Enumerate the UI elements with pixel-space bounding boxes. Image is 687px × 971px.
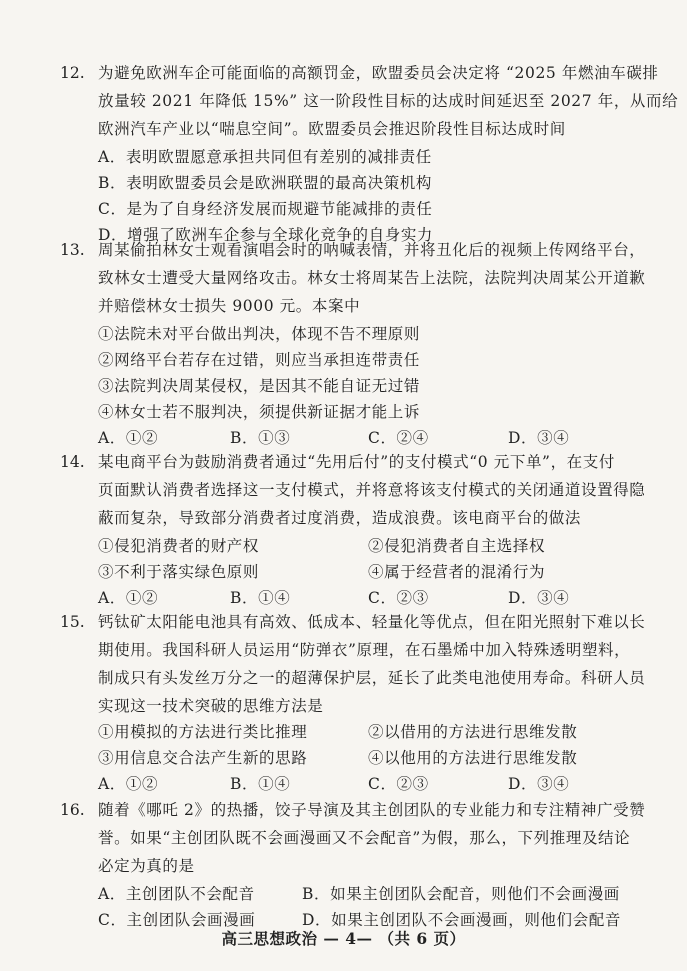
option-a: A．表明欧盟愿意承担共同但有差别的减排责任 bbox=[98, 148, 432, 166]
question-number: 13. bbox=[60, 241, 85, 259]
choice-c: C．②③ bbox=[368, 589, 429, 607]
question-stem-line: 钙钛矿太阳能电池具有高效、低成本、轻量化等优点，但在阳光照射下难以长 bbox=[98, 613, 646, 631]
question-stem-line: 必定为真的是 bbox=[98, 857, 195, 875]
page-footer: 高三思想政治 — 4— （共 6 页） bbox=[221, 929, 466, 948]
choice-a: A．①② bbox=[98, 775, 159, 793]
question-stem-line: 实现这一技术突破的思维方法是 bbox=[98, 697, 324, 715]
question-stem-line: 致林女士遭受大量网络攻击。林女士将周某告上法院，法院判决周某公开道歉 bbox=[98, 269, 646, 287]
choice-a: A．①② bbox=[98, 589, 159, 607]
question-stem-line: 制成只有头发丝万分之一的超薄保护层，延长了此类电池使用寿命。科研人员 bbox=[98, 669, 646, 687]
option-b: B．表明欧盟委员会是欧洲联盟的最高决策机构 bbox=[98, 174, 432, 192]
choice-b: B．①④ bbox=[230, 775, 291, 793]
choice-b: B．①④ bbox=[230, 589, 291, 607]
choice-a: A．①② bbox=[98, 429, 159, 447]
statement-1: ①侵犯消费者的财产权 bbox=[98, 537, 260, 555]
option-c: C．主创团队会画漫画 bbox=[98, 911, 256, 929]
question-stem-line: 页面默认消费者选择这一支付模式，并将意将该支付模式的关闭通道设置得隐 bbox=[98, 481, 646, 499]
statement-1: ①法院未对平台做出判决，体现不告不理原则 bbox=[98, 325, 421, 343]
statement-3: ③不利于落实绿色原则 bbox=[98, 563, 260, 581]
question-stem-line: 周某偷拍林女士观看演唱会时的呐喊表情，并将丑化后的视频上传网络平台， bbox=[98, 241, 646, 259]
option-b: B．如果主创团队会配音，则他们不会画漫画 bbox=[302, 885, 620, 903]
question-stem-line: 并赔偿林女士损失 9000 元。本案中 bbox=[98, 297, 361, 315]
choice-d: D．③④ bbox=[508, 775, 570, 793]
choice-c: C．②④ bbox=[368, 429, 429, 447]
statement-2: ②网络平台若存在过错，则应当承担连带责任 bbox=[98, 351, 421, 369]
statement-3: ③法院判决周某侵权，是因其不能自证无过错 bbox=[98, 377, 421, 395]
question-stem-line: 欧洲汽车产业以“喘息空间”。欧盟委员会推迟阶段性目标达成时间 bbox=[98, 120, 566, 138]
statement-4: ④以他用的方法进行思维发散 bbox=[368, 749, 578, 767]
question-stem-line: 放量较 2021 年降低 15%” 这一阶段性目标的达成时间延迟至 2027 年，从而给 bbox=[98, 92, 679, 110]
question-number: 15. bbox=[60, 613, 85, 631]
option-a: A．主创团队不会配音 bbox=[98, 885, 255, 903]
option-d: D．增强了欧洲车企参与全球化竞争的自身实力 bbox=[98, 226, 434, 244]
statement-4: ④林女士若不服判决，须提供新证据才能上诉 bbox=[98, 403, 421, 421]
question-stem-line: 某电商平台为鼓励消费者通过“先用后付”的支付模式“0 元下单”，在支付 bbox=[98, 453, 615, 471]
question-stem-line: 誉。如果“主创团队既不会画漫画又不会配音”为假，那么，下列推理及结论 bbox=[98, 829, 631, 847]
choice-c: C．②③ bbox=[368, 775, 429, 793]
statement-4: ④属于经营者的混淆行为 bbox=[368, 563, 546, 581]
option-d: D．如果主创团队不会画漫画，则他们会配音 bbox=[302, 911, 621, 929]
statement-2: ②侵犯消费者自主选择权 bbox=[368, 537, 546, 555]
choice-b: B．①③ bbox=[230, 429, 291, 447]
statement-1: ①用模拟的方法进行类比推理 bbox=[98, 723, 308, 741]
question-stem-line: 蔽而复杂，导致部分消费者过度消费，造成浪费。该电商平台的做法 bbox=[98, 509, 582, 527]
statement-3: ③用信息交合法产生新的思路 bbox=[98, 749, 308, 767]
question-number: 14. bbox=[60, 453, 85, 471]
statement-2: ②以借用的方法进行思维发散 bbox=[368, 723, 578, 741]
question-stem-line: 为避免欧洲车企可能面临的高额罚金，欧盟委员会决定将 “2025 年燃油车碳排 bbox=[98, 64, 659, 82]
question-stem-line: 随着《哪吒 2》的热播，饺子导演及其主创团队的专业能力和专注精神广受赞 bbox=[98, 801, 646, 819]
option-c: C．是为了自身经济发展而规避节能减排的责任 bbox=[98, 200, 433, 218]
choice-d: D．③④ bbox=[508, 429, 570, 447]
question-stem-line: 期使用。我国科研人员运用“防弹衣”原理，在石墨烯中加入特殊透明塑料， bbox=[98, 641, 631, 659]
choice-d: D．③④ bbox=[508, 589, 570, 607]
question-number: 16. bbox=[60, 801, 85, 819]
question-number: 12. bbox=[60, 64, 85, 82]
